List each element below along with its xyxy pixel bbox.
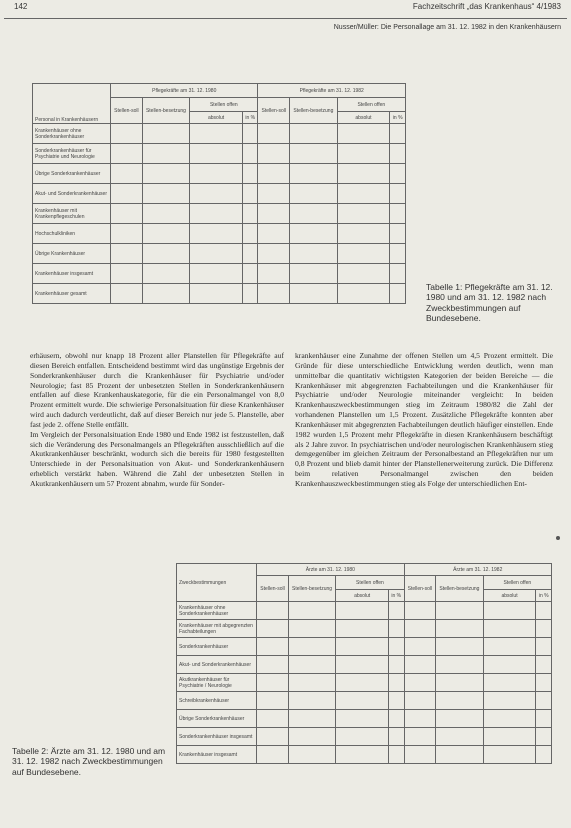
table-cell <box>389 602 405 620</box>
table-cell <box>258 244 290 264</box>
row-label: Akut- und Sonderkrankenhäuser <box>33 184 111 204</box>
table2-header-pct: in % <box>389 590 405 602</box>
table-cell <box>336 620 389 638</box>
table-cell <box>111 224 143 244</box>
table-1 <box>32 83 406 304</box>
table-cell <box>111 124 143 144</box>
table-cell <box>389 674 405 692</box>
table-cell <box>242 264 258 284</box>
table-row <box>177 602 552 620</box>
table-cell <box>242 164 258 184</box>
table-cell <box>190 264 243 284</box>
table-cell <box>337 204 390 224</box>
table-cell <box>436 620 483 638</box>
row-label: Übrige Sonderkrankenhäuser <box>177 710 257 728</box>
table-cell <box>111 284 143 304</box>
table-cell <box>111 144 143 164</box>
table-cell <box>536 746 552 764</box>
table-cell <box>337 284 390 304</box>
table2-header-soll: Stellen-soll <box>257 576 289 602</box>
table-cell <box>142 264 190 284</box>
table-cell <box>404 692 436 710</box>
row-label: Übrige Krankenhäuser <box>33 244 111 264</box>
table-1-caption: Tabelle 1: Pflegekräfte am 31. 12. 1980 und am 31. 12. 1982 nach Zweckbestimmungen auf Bundesebene. <box>426 282 553 324</box>
table-cell <box>111 184 143 204</box>
table-cell <box>242 224 258 244</box>
table-row <box>177 746 552 764</box>
table-row <box>33 164 406 184</box>
table-cell <box>390 144 406 164</box>
row-label: Hochschulkliniken <box>33 224 111 244</box>
table2-header-absolut: absolut <box>483 590 536 602</box>
table-cell <box>258 264 290 284</box>
table-cell <box>190 124 243 144</box>
table-cell <box>288 746 335 764</box>
table-cell <box>258 144 290 164</box>
table-cell <box>404 656 436 674</box>
row-label: Krankenhäuser mit abgegrenzten Fachabteilungen <box>177 620 257 638</box>
table-cell <box>436 692 483 710</box>
table-cell <box>336 710 389 728</box>
table-row <box>177 656 552 674</box>
table-cell <box>336 746 389 764</box>
table-row <box>177 692 552 710</box>
table-cell <box>142 124 190 144</box>
table-cell <box>290 204 338 224</box>
table-cell <box>242 284 258 304</box>
table-cell <box>288 692 335 710</box>
table-cell <box>258 124 290 144</box>
table-row <box>177 710 552 728</box>
table-cell <box>436 602 483 620</box>
table-2-caption: Tabelle 2: Ärzte am 31. 12. 1980 und am 31. 12. 1982 nach Zweckbestimmungen auf Bundesebene. <box>12 746 166 777</box>
table-cell <box>536 638 552 656</box>
table2-group-1980: Ärzte am 31. 12. 1980 <box>257 564 404 576</box>
body-paragraph: krankenhäuser eine Zunahme der offenen Stellen um 4,5 Prozent ermittelt. Die Gründe für diese unterschiedliche Entwicklung werden deutlich, wenn man unmittelbar die quantitativ wichtigsten Kategorien der beiden Bereiche — die Krankenhäuser mit abgegrenzten Fachabteilungen und die Krankenhäuser für Psychiatrie und/oder Neurologie miteinander vergleicht: In beiden Krankenhauszweckbestimmungen stieg im Zeitraum 1980/82 die Zahl der vorhandenen Planstellen um 1,5 Prozent. Zusätzliche Pflegekräfte konnten aber Krankenhäuser mit abgegrenzten Fachabteilungen deutlich häufiger einstellen. Ende 1982 wurden 1,5 Prozent mehr Pflegekräfte in diesen Krankenhäusern beschäftigt als 2 Jahre zuvor. In psychiatrischen und/oder neurologischen Krankenhäusern stieg demgegenüber im gleichen Zeitraum der Personalbestand an Pflegekräften nur um 0,8 Prozent und blieb damit hinter der Planstellenerweiterung zurück. Die Differenz beim relativen Personalmangel zwischen den beiden Krankenhauszweckbestimmungen stieg als Folge der unterschiedlichen Ent- <box>295 351 553 488</box>
table-cell <box>190 244 243 264</box>
margin-dot <box>556 536 560 540</box>
journal-title: Fachzeitschrift „das Krankenhaus“ 4/1983 <box>412 2 561 11</box>
page-number: 142 <box>14 2 28 11</box>
table1-header-offen: Stellen offen <box>337 98 405 112</box>
table-cell <box>390 264 406 284</box>
table1-header-besetzung: Stellen-besetzung <box>290 98 338 124</box>
row-label: Krankenhäuser gesamt <box>33 284 111 304</box>
running-title: Nusser/Müller: Die Personallage am 31. 12. 1982 in den Krankenhäusern <box>333 24 561 31</box>
body-paragraph: Im Vergleich der Personalsituation Ende 1980 und Ende 1982 ist festzustellen, daß sich die Veränderung des Personalmangels an Pflegekräften ausschließlich auf die Akutkrankenhäuser beschränkt, wodurch sich die bereits für 1980 festgestellten Unterschiede in der Personalsituation von Akut- und Sonderkrankenhäusern erheblich verstärkt haben. Während die Zahl der unbesetzten Stellen in Akutkrankenhäusern um 57 Prozent abnahm, wurde für Sonder- <box>30 429 284 488</box>
table-cell <box>142 184 190 204</box>
body-paragraph: erhäusern, obwohl nur knapp 18 Prozent aller Planstellen für Pflegekräfte auf diesen Bereich entfallen. Entscheidend bestimmt wird das ungünstige Ergebnis der Sonderkrankenhäuser durch die Krankenhäuser für Psychiatrie und/oder Neurologie; fast 85 Prozent der unbesetzten Stellen in Sonderkrankenhäusern entfallen auf diese Krankenhauskategorie, für die ein Personalmangel von 8,0 Prozent ermittelt wurde. Die schwierige Personalsituation für diese Krankenhäuser wird auch dadurch verdeutlicht, daß auf dieser Bereich nur jede 5. Planstelle, aber fast jede 2. offene Stelle entfällt. <box>30 351 284 429</box>
table-cell <box>389 710 405 728</box>
row-label: Sonderkrankenhäuser für Psychiatrie und Neurologie <box>33 144 111 164</box>
table-cell <box>390 164 406 184</box>
table-cell <box>404 602 436 620</box>
table-cell <box>142 284 190 304</box>
table-row <box>33 124 406 144</box>
table-cell <box>536 674 552 692</box>
table1-header-pct: in % <box>390 112 406 124</box>
table1-header-offen: Stellen offen <box>190 98 258 112</box>
table1-col-label: Personal in Krankenhäusern <box>33 84 111 124</box>
table-row <box>33 144 406 164</box>
row-label: Übrige Sonderkrankenhäuser <box>33 164 111 184</box>
table-cell <box>257 674 289 692</box>
table1-header-pct: in % <box>242 112 258 124</box>
table-cell <box>390 184 406 204</box>
table-cell <box>288 602 335 620</box>
table-cell <box>483 746 536 764</box>
table-cell <box>389 638 405 656</box>
table-cell <box>288 620 335 638</box>
row-label: Krankenhäuser insgesamt <box>33 264 111 284</box>
table-cell <box>190 184 243 204</box>
table2-header-besetzung: Stellen-besetzung <box>436 576 483 602</box>
table-cell <box>337 184 390 204</box>
table-row <box>33 264 406 284</box>
table-cell <box>483 728 536 746</box>
table-cell <box>111 164 143 184</box>
table-cell <box>536 728 552 746</box>
table-cell <box>336 692 389 710</box>
table-row <box>33 204 406 224</box>
table-cell <box>336 602 389 620</box>
table1-group-1982: Pflegekräfte am 31. 12. 1982 <box>258 84 406 98</box>
table-cell <box>536 692 552 710</box>
table2-header-pct: in % <box>536 590 552 602</box>
table-cell <box>111 204 143 224</box>
table-cell <box>190 164 243 184</box>
table-cell <box>190 144 243 164</box>
table-cell <box>257 692 289 710</box>
table-row <box>33 244 406 264</box>
table-cell <box>290 164 338 184</box>
table-cell <box>404 638 436 656</box>
table-cell <box>404 710 436 728</box>
table1-group-1980: Pflegekräfte am 31. 12. 1980 <box>111 84 258 98</box>
table-cell <box>390 224 406 244</box>
table-cell <box>390 244 406 264</box>
row-label: Sonderkrankenhäuser insgesamt <box>177 728 257 746</box>
table-cell <box>483 674 536 692</box>
table-cell <box>536 602 552 620</box>
table2-header-absolut: absolut <box>336 590 389 602</box>
row-label: Akutkrankenhäuser für Psychiatrie / Neurologie <box>177 674 257 692</box>
table-cell <box>111 244 143 264</box>
table-cell <box>536 620 552 638</box>
table1-header-absolut: absolut <box>190 112 243 124</box>
table-cell <box>258 164 290 184</box>
row-label: Krankenhäuser insgesamt <box>177 746 257 764</box>
table2-col-label: Zweckbestimmungen <box>177 564 257 602</box>
table-cell <box>290 244 338 264</box>
row-label: Krankenhäuser ohne Sonderkrankenhäuser <box>177 602 257 620</box>
table1-header-soll: Stellen-soll <box>111 98 143 124</box>
table-cell <box>483 602 536 620</box>
table-cell <box>290 144 338 164</box>
table-row <box>177 620 552 638</box>
row-label: Sonderkrankenhäuser <box>177 638 257 656</box>
table-row <box>33 224 406 244</box>
table-cell <box>288 674 335 692</box>
table-cell <box>290 124 338 144</box>
table2-header-soll: Stellen-soll <box>404 576 436 602</box>
table-cell <box>290 184 338 204</box>
table-cell <box>390 284 406 304</box>
table2-header-offen: Stellen offen <box>336 576 404 590</box>
table-cell <box>190 224 243 244</box>
table-cell <box>337 244 390 264</box>
table-cell <box>142 244 190 264</box>
table-cell <box>436 710 483 728</box>
table-cell <box>389 656 405 674</box>
table-cell <box>404 674 436 692</box>
table-cell <box>389 728 405 746</box>
table-row <box>33 184 406 204</box>
table-cell <box>257 602 289 620</box>
table-cell <box>288 710 335 728</box>
table-cell <box>404 728 436 746</box>
row-label: Krankenhäuser mit Krankenpflegeschulen <box>33 204 111 224</box>
table2-group-1982: Ärzte am 31. 12. 1982 <box>404 564 551 576</box>
table-cell <box>389 620 405 638</box>
table-cell <box>190 284 243 304</box>
table-cell <box>290 284 338 304</box>
table-cell <box>257 620 289 638</box>
row-label: Akut- und Sonderkrankenhäuser <box>177 656 257 674</box>
table1-header-absolut: absolut <box>337 112 390 124</box>
table-cell <box>390 124 406 144</box>
table-cell <box>242 144 258 164</box>
table-cell <box>142 224 190 244</box>
table2-header-offen: Stellen offen <box>483 576 551 590</box>
table-cell <box>242 184 258 204</box>
table-cell <box>111 264 143 284</box>
table-cell <box>390 204 406 224</box>
table-cell <box>483 656 536 674</box>
table1-header-soll: Stellen-soll <box>258 98 290 124</box>
table-cell <box>483 692 536 710</box>
table-cell <box>404 746 436 764</box>
table-cell <box>436 746 483 764</box>
table-cell <box>389 692 405 710</box>
table-cell <box>436 674 483 692</box>
table-cell <box>258 184 290 204</box>
table-cell <box>389 746 405 764</box>
table-cell <box>336 728 389 746</box>
table-cell <box>258 284 290 304</box>
row-label: Krankenhäuser ohne Sonderkrankenhäuser <box>33 124 111 144</box>
table-cell <box>257 656 289 674</box>
table-cell <box>483 638 536 656</box>
row-label: Schreibkrankenhäuser <box>177 692 257 710</box>
body-column-right <box>295 351 553 551</box>
table-2 <box>176 563 552 764</box>
table-cell <box>242 204 258 224</box>
table-cell <box>257 746 289 764</box>
table-row <box>33 284 406 304</box>
table-row <box>177 728 552 746</box>
table-cell <box>336 638 389 656</box>
table-cell <box>258 224 290 244</box>
table-cell <box>483 620 536 638</box>
table-cell <box>337 144 390 164</box>
table-cell <box>337 124 390 144</box>
table-cell <box>337 164 390 184</box>
table-cell <box>242 244 258 264</box>
table-cell <box>336 674 389 692</box>
table-cell <box>288 656 335 674</box>
table1-header-besetzung: Stellen-besetzung <box>142 98 190 124</box>
table-cell <box>290 264 338 284</box>
header-rule <box>4 18 567 19</box>
table-cell <box>242 124 258 144</box>
table-cell <box>436 638 483 656</box>
table-cell <box>142 164 190 184</box>
table-row <box>177 638 552 656</box>
table-cell <box>288 638 335 656</box>
table-cell <box>436 656 483 674</box>
table-cell <box>336 656 389 674</box>
table-cell <box>257 638 289 656</box>
table-cell <box>142 204 190 224</box>
table-cell <box>483 710 536 728</box>
table-cell <box>288 728 335 746</box>
table-cell <box>404 620 436 638</box>
table-row <box>177 674 552 692</box>
table-cell <box>536 656 552 674</box>
table-cell <box>257 728 289 746</box>
table-cell <box>337 224 390 244</box>
table-cell <box>436 728 483 746</box>
table-cell <box>142 144 190 164</box>
table-cell <box>290 224 338 244</box>
table-cell <box>257 710 289 728</box>
table-cell <box>258 204 290 224</box>
table-cell <box>190 204 243 224</box>
body-column-left <box>30 351 284 551</box>
table-cell <box>337 264 390 284</box>
table2-header-besetzung: Stellen-besetzung <box>288 576 335 602</box>
table-cell <box>536 710 552 728</box>
